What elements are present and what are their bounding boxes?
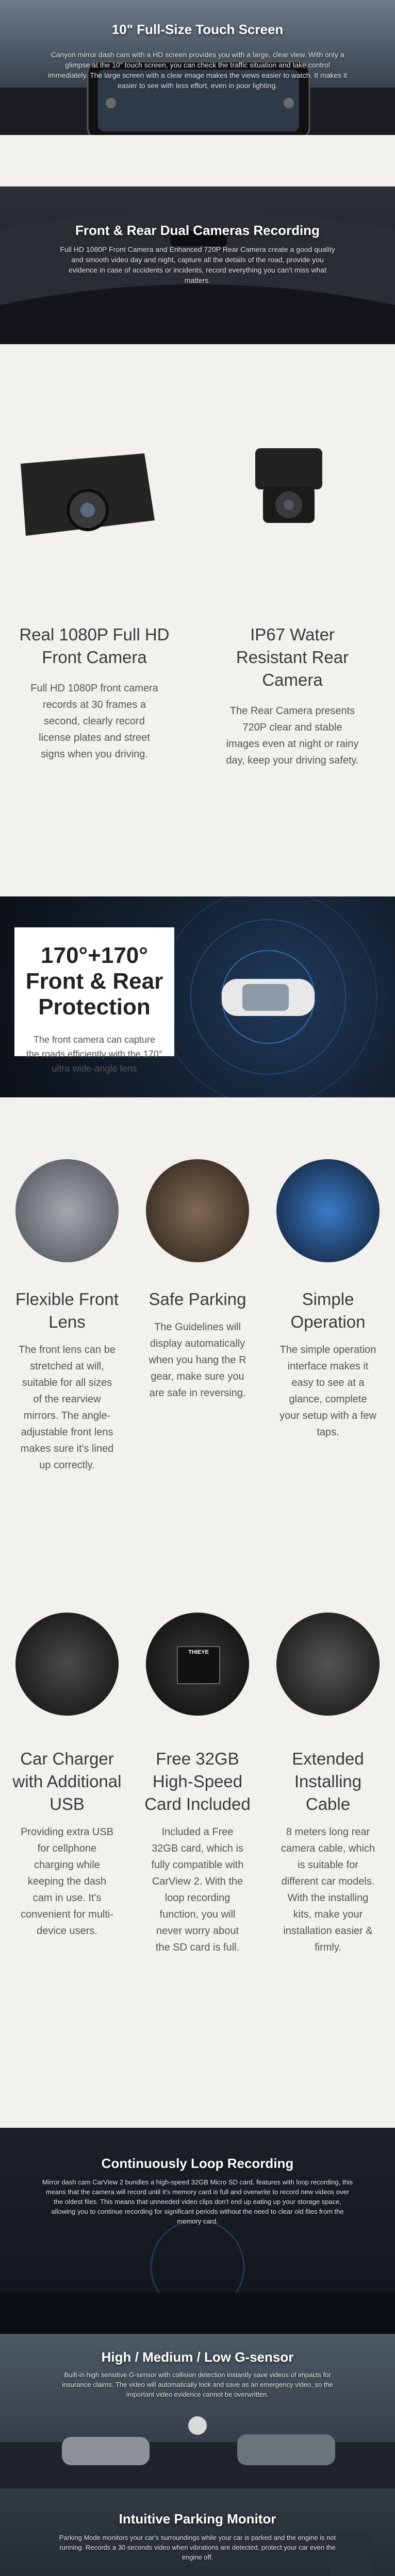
- touch-screen-section: [0, 0, 395, 135]
- loop-recording-section: [0, 2128, 395, 2334]
- feature-title: IP67 Water Resistant Rear Camera: [236, 625, 349, 689]
- feature-title: Car Charger with Additional USB: [12, 1749, 122, 1814]
- feature-description: The Guidelines will display automatically when you hang the R gear, make sure you are safe in reversing.: [149, 1321, 246, 1399]
- sd-card-image: [146, 1613, 249, 1716]
- car-charger-image: [15, 1613, 119, 1716]
- section-description: The front camera can capture the roads efficiently with the 170° ultra wide-angle lens: [26, 1035, 163, 1074]
- section-title: Intuitive Parking Monitor: [119, 2511, 276, 2527]
- accessory-item: [271, 1748, 385, 1956]
- rear-camera-image: [227, 433, 351, 556]
- feature-description: The simple operation interface makes it easy to see at a glance, complete your setup with a few taps.: [279, 1344, 376, 1438]
- accessories-section: [0, 1587, 395, 2128]
- simple-operation-image: [276, 1159, 380, 1262]
- feature-item: [271, 1288, 385, 1440]
- section-title: 10" Full-Size Touch Screen: [111, 22, 284, 37]
- feature-item: [141, 1288, 254, 1401]
- section-title: High / Medium / Low G-sensor: [101, 2349, 294, 2365]
- feature-title: Free 32GB High-Speed Card Included: [144, 1749, 251, 1814]
- section-description: Full HD 1080P Front Camera and Enhanced 720P Rear Camera create a good quality and smooth video day and night, capture all the details of the road, provide you evidence in case of accidents or incidents, record everything you can't miss what matters.: [60, 245, 335, 284]
- feature-item: [10, 1288, 124, 1473]
- feature-description: Included a Free 32GB card, which is fully compatible with CarView 2. With the loop recording function, you will never worry about the SD card is full.: [151, 1826, 244, 1953]
- section-description: Built-in high sensitive G-sensor with collision detection instantly save videos of impacts for insurance claims. The video will automatically lock and save as an emergency video, so the important video evidence cannot be overwritten.: [62, 2371, 333, 2398]
- parking-monitor-section: [0, 2488, 395, 2576]
- parking-garage-illustration: [0, 2488, 395, 2576]
- feature-title: Extended Installing Cable: [292, 1749, 364, 1814]
- feature-description: The front lens can be stretched at will, suitable for all sizes of the rearview mirrors. The angle-adjustable front lens makes sure it's lined up correctly.: [19, 1344, 116, 1471]
- protection-card: [14, 927, 174, 1074]
- section-title: Front & Rear Dual Cameras Recording: [75, 223, 320, 238]
- accessory-item: [141, 1748, 254, 1956]
- section-title: 170°+170° Front & Rear Protection: [25, 943, 163, 1020]
- section-description: Canyon mirror dash cam with a HD screen provides you with a large, clear view. With only a glimpse at the 10" touch screen, you can check the traffic situation and take control immediately. The large screen with a clear image makes the views easier to watch. It makes it easier to see with less effort, even in poor lighting.: [48, 50, 347, 90]
- feature-description: The Rear Camera presents 720P clear and stable images even at night or rainy day, keep your driving safety.: [226, 705, 359, 766]
- feature-title: Real 1080P Full HD Front Camera: [19, 625, 170, 667]
- feature-description: Providing extra USB for cellphone charging while keeping the dash cam in use. It's convenient for multi-device users.: [20, 1826, 114, 1937]
- cable-image: [276, 1613, 380, 1716]
- accessory-item: [10, 1748, 124, 1939]
- rear-camera-feature: [212, 623, 372, 769]
- section-title: Continuously Loop Recording: [101, 2156, 294, 2171]
- section-description: Mirror dash cam CarView 2 bundles a high-speed 32GB Micro SD card, features with loop recording, this means that the camera will record until it's memory card is full and overwrite to record new videos over the oldest files. This means that unneeded video clips don't end up eating up your storage space, allowing you to continue recording for significant periods without the need to clear old files from the memory card.: [42, 2178, 353, 2225]
- front-camera-feature: [14, 623, 174, 762]
- flexible-lens-image: [15, 1159, 119, 1262]
- cameras-detail-section: [0, 412, 395, 835]
- feature-description: 8 meters long rear camera cable, which is suitable for different car models. With the installing kits, make your installation easier & firmly.: [281, 1826, 375, 1953]
- safe-parking-image: [146, 1159, 249, 1262]
- protection-section: [0, 896, 395, 1097]
- feature-title: Safe Parking: [149, 1290, 246, 1309]
- feature-description: Full HD 1080P front camera records at 30 frames a second, clearly record license plates and street signs when you driving.: [30, 683, 158, 760]
- section-description: Parking Mode monitors your car's surroundings while your car is parked and the engine is not running. Records a 30 seconds video when vibrations are detected, protect your car even the engine off.: [59, 2534, 336, 2561]
- card-brand-label: THIEYE: [177, 1646, 220, 1684]
- g-sensor-section: [0, 2334, 395, 2488]
- dual-cameras-section: [0, 187, 395, 344]
- feature-title: Flexible Front Lens: [15, 1290, 119, 1331]
- feature-title: Simple Operation: [290, 1290, 366, 1331]
- front-camera-image: [15, 433, 160, 556]
- features-section: [0, 1097, 395, 1587]
